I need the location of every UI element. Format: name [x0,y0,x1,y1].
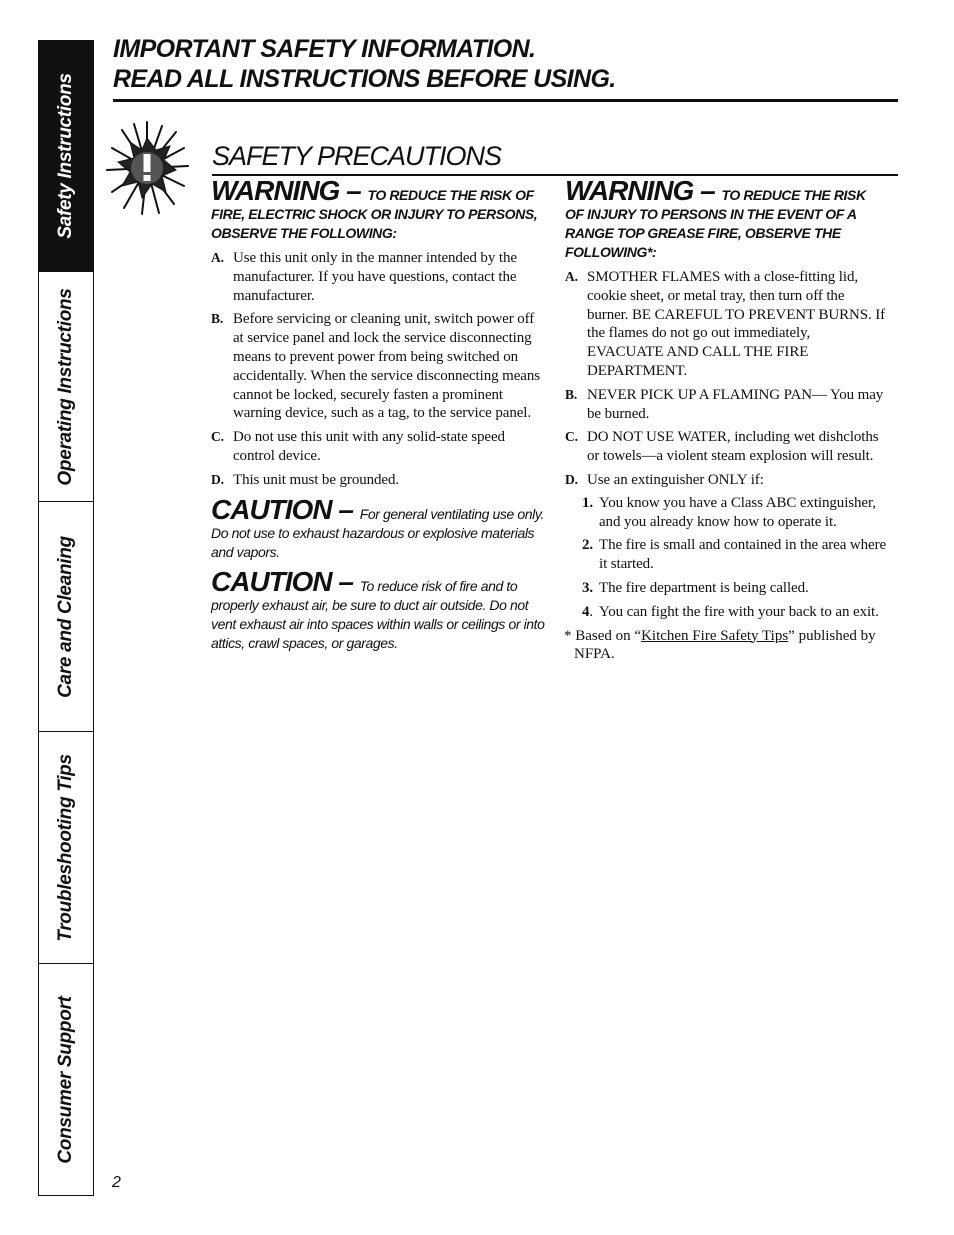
sub-item-text: The fire department is being called. [599,579,809,596]
tab-label: Troubleshooting Tips [55,753,76,942]
item-letter: A. [211,250,224,265]
caution-word: CAUTION [211,493,332,525]
tab-label: Consumer Support [55,995,76,1164]
tab-label: Care and Cleaning [55,535,76,698]
extinguisher-conditions-list [582,494,887,622]
sub-item-number: 1. [582,494,594,511]
tab-care-and-cleaning[interactable] [39,502,94,732]
sub-item-text: You can fight the fire with your back to an exit. [599,603,879,620]
page-number: 2 [112,1174,121,1191]
source-footnote [564,627,887,665]
page-title [113,34,616,94]
item-letter: A. [565,269,578,284]
sub-item-number [582,603,593,622]
tab-troubleshooting-tips[interactable] [39,732,94,964]
title-divider [113,99,898,102]
warning-dash: – [339,175,368,206]
item-letter: B. [211,311,224,327]
sub-item-number: 3. [582,579,594,596]
item-letter: D. [211,471,224,487]
footnote-prefix: * Based on “ [564,627,642,644]
list-item [211,249,547,305]
list-item [565,386,887,424]
section-title: SAFETY PRECAUTIONS [212,141,502,171]
sub-item-number-period: . [589,603,594,620]
caution-heading-2 [211,565,547,653]
sub-item-number: 2. [582,537,594,554]
warning-text: INJURY TO PERSONS IN THE EVENT OF A RANGE TOP GREASE FIRE, OBSERVE THE FOLLOWING*: [565,206,857,260]
footnote-suffix: ” published by NFPA. [574,627,876,663]
tab-consumer-support[interactable] [39,964,94,1196]
item-text: NEVER PICK UP A FLAMING PAN— You may be burned. [587,386,884,422]
tab-label: Operating Instructions [55,287,76,486]
left-column [211,177,547,659]
sub-list-item [582,494,887,532]
list-item [211,310,547,423]
tab-safety-instructions[interactable] [39,40,94,272]
item-text: This unit must be grounded. [233,471,400,488]
warning-word: WARNING [565,175,694,206]
sub-list-item [582,579,887,598]
item-text: Before servicing or cleaning unit, switch power off at service panel and lock the service disconnecting means to prevent power from being switched on accidentally. When the service disconnecting means cannot be locked, securely fasten a prominent warning device, such as a tag, to the service panel. [233,311,540,422]
sub-list-item [582,603,887,622]
sub-item-number-digit: 4 [582,603,590,620]
item-letter: B. [565,386,578,402]
sub-item-text: The fire is small and contained in the area where it started. [599,537,887,573]
sub-list-item [582,536,887,574]
item-letter: C. [565,429,578,445]
tab-label: Safety Instructions [55,72,76,239]
item-letter: C. [211,429,224,445]
warning-burst-icon [104,118,190,218]
caution-word: CAUTION [211,565,332,597]
tab-operating-instructions[interactable] [39,272,94,502]
list-item [565,268,887,381]
caution-text: For general ventilating use only. Do not use to exhaust hazardous or explosive materials and vapors. [211,505,544,560]
warning-dash: – [693,175,722,206]
page-title-line-2: READ ALL INSTRUCTIONS BEFORE USING. [113,65,616,93]
warning-heading [211,177,547,243]
right-column [565,177,887,664]
item-text: Use an extinguisher ONLY if: [587,471,764,488]
warning-text: ELECTRIC SHOCK OR INJURY TO PERSONS, OBSERVE THE FOLLOWING: [211,206,538,241]
item-text: Use this unit only in the manner intended by the manufacturer. If you have questions, contact the manufacturer. [233,250,517,304]
warning-lead: TO REDUCE THE RISK OF [565,187,866,222]
warning-lead: TO REDUCE THE RISK OF FIRE, [211,187,534,222]
list-item [211,428,547,466]
page-title-line-1: IMPORTANT SAFETY INFORMATION. [113,35,536,63]
list-item [565,428,887,466]
caution-heading-1 [211,493,547,562]
section-tabs [38,40,94,1196]
item-text: Do not use this unit with any solid-state speed control device. [233,429,505,464]
list-item [565,471,887,622]
warning-word: WARNING [211,175,340,206]
sub-item-text: You know you have a Class ABC extinguisher, and you already know how to operate it. [599,494,876,530]
list-item [211,471,547,490]
caution-text: To reduce risk of fire and to properly exhaust air, be sure to duct air outside. Do not vent exhaust air into spaces within walls or ceilings or into attics, crawl spaces, or garages. [211,577,545,651]
caution-dash: – [331,493,360,525]
item-text: SMOTHER FLAMES with a close-fitting lid, cookie sheet, or metal tray, then turn off the burner. BE CAREFUL TO PREVENT BURNS. If the flames do not go out immediately, EVACUATE AND CALL THE FIRE DEPARTMENT. [587,269,886,379]
grease-fire-list [565,268,887,622]
footnote-source-title: Kitchen Fire Safety Tips [641,627,789,644]
item-text: DO NOT USE WATER, including wet dishcloths or towels—a violent steam explosion will result. [587,429,879,465]
warning-list [211,249,547,490]
warning-heading [565,177,887,262]
caution-dash: – [331,565,360,597]
item-letter: D. [565,471,578,487]
